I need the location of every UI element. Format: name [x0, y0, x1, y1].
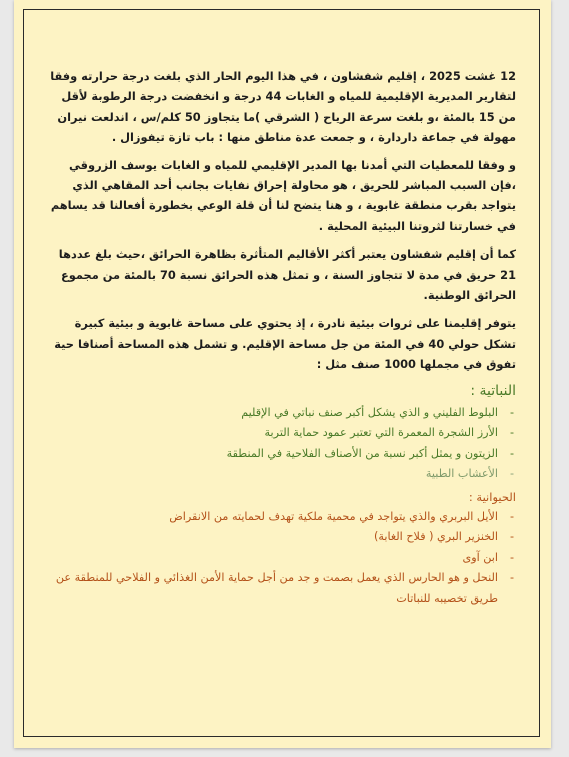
list-item: - الأعشاب الطبية: [46, 464, 516, 485]
paragraph-environmental-wealth: يتوفر إقليمنا على ثروات بيئية نادرة ، إذ يحتوي على مساحة غابوية و بيئية كبيرة تشكل حولي 40 في المئة من جل مساحة الإقليم. و تشمل هذه المساحة أصنافا حية تفوق في مجملها 1000 صنف مثل :: [54, 316, 516, 372]
paragraph-fire-statistics: كما أن إقليم شفشاون يعتبر أكثر الأقاليم المتأثرة بظاهرة الحرائق ،حيث بلغ عددها 21 حريق في مدة لا تتجاوز السنة ، و تمثل هذه الحرائق نسبة 70 بالمئة من مجموع الحرائق الوطنية.: [58, 247, 516, 303]
list-item: - الزيتون و يمثل أكبر نسبة من الأصناف الفلاحية في المنطقة: [46, 444, 516, 465]
list-item: - البلوط الفليني و الذي يشكل أكبر صنف نباتي في الإقليم: [46, 403, 516, 424]
document-body: [46, 66, 516, 609]
document-page: [14, 0, 551, 748]
list-item: - ابن آوى: [46, 548, 516, 569]
fauna-list: [46, 507, 516, 610]
list-item: - الخنزير البري ( فلاح الغابة): [46, 527, 516, 548]
fauna-heading: الحيوانية :: [468, 489, 516, 504]
paragraph-fire-cause: و وفقا للمعطيات التي أمدنا بها المدير الإقليمي للمياه و الغابات يوسف الزروقي ،فإن السبب المباشر للحريق ، هو محاولة إحراق نفايات بجانب أحد المقاهي الذي يتواجد بقرب منطقة غابوية ، و هنا يتضح لنا أن قلة الوعي بخطورة أفعالنا قد يساهم في خسارتنا لثروتنا البيئية المحلية .: [50, 157, 516, 233]
list-item: - الأيل البربري والذي يتواجد في محمية ملكية تهدف لحمايته من الانقراض: [46, 507, 516, 528]
paragraph-fire-report: 12 غشت 2025 ، إقليم شفشاون ، في هذا اليوم الحار الذي بلغت درجة حرارته وفقا لتقارير المديرية الإقليمية للمياه و الغابات 44 درجة و انخفضت درجة الرطوبة لأقل من 15 بالمئة ،و بلغت سرعة الرياح ( الشرقي )ما يتجاوز 50 كلم/س ، اندلعت نيران مهولة في جماعة داردارة ، و جمعت عدة مناطق منها : باب تازة تيفوزال .: [50, 69, 516, 145]
flora-heading: النباتية :: [470, 382, 516, 399]
list-item: - الأرز الشجرة المعمرة التي تعتبر عمود حماية التربة: [46, 423, 516, 444]
list-item: - النحل و هو الحارس الذي يعمل بصمت و جد من أجل حماية الأمن الغذائي و الفلاحي للمنطقة عن طريق تخصيبه للنباتات: [46, 568, 516, 609]
flora-list: [46, 403, 516, 485]
